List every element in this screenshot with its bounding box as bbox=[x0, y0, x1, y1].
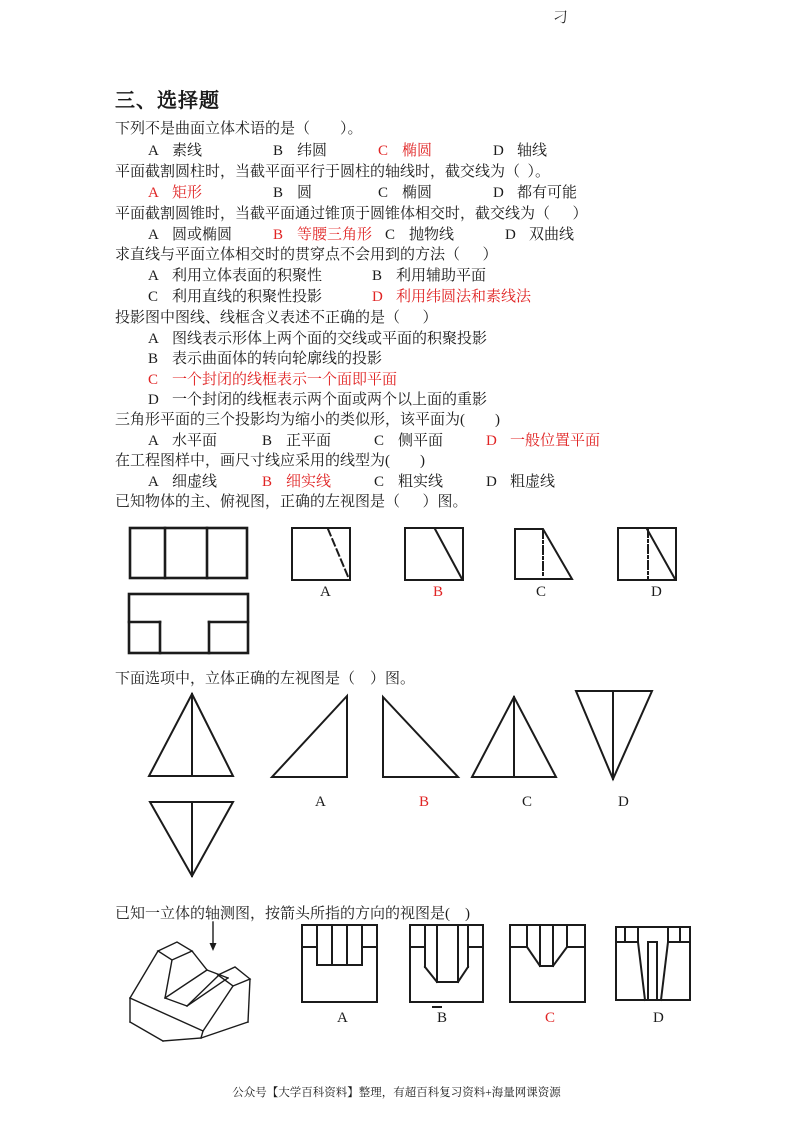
option-label: C bbox=[374, 474, 385, 490]
figure-option-label-d: D bbox=[618, 794, 629, 810]
figure-option-label-c: C bbox=[522, 794, 533, 810]
top-view-option-a bbox=[302, 925, 377, 1002]
option-text: 图线表示形体上两个面的交线或平面的积聚投影 bbox=[172, 331, 488, 347]
option-label: B bbox=[148, 351, 159, 367]
option-label: D bbox=[486, 474, 497, 490]
option-label: D bbox=[486, 433, 497, 449]
option-text: 圆 bbox=[297, 185, 313, 201]
question-stem: 下面选项中，立体正确的左视图是（ ）图。 bbox=[115, 671, 416, 687]
option-text: 轴线 bbox=[517, 143, 548, 159]
option-label: B bbox=[262, 474, 273, 490]
option-text: 抛物线 bbox=[409, 227, 455, 243]
option-label: A bbox=[148, 143, 159, 159]
option-text: 椭圆 bbox=[402, 143, 433, 159]
option-label: B bbox=[262, 433, 273, 449]
option-label: A bbox=[148, 268, 159, 284]
option-label: D bbox=[493, 185, 504, 201]
top-view-option-d bbox=[616, 927, 690, 1000]
option-label: C bbox=[378, 143, 389, 159]
option-text: 粗实线 bbox=[398, 474, 444, 490]
view-direction-arrow bbox=[210, 922, 217, 951]
option-text: 椭圆 bbox=[402, 185, 433, 201]
option-text: 等腰三角形 bbox=[297, 227, 373, 243]
option-text: 素线 bbox=[172, 143, 203, 159]
figure-option-label-d: D bbox=[653, 1010, 664, 1026]
figure-option-label-c: C bbox=[536, 584, 547, 600]
option-text: 粗虚线 bbox=[510, 474, 556, 490]
option-text: 细实线 bbox=[286, 474, 332, 490]
option-text: 利用纬圆法和素线法 bbox=[396, 289, 532, 305]
figure-option-label-a: A bbox=[320, 584, 331, 600]
option-text: 双曲线 bbox=[529, 227, 575, 243]
question-stem: 求直线与平面立体相交时的贯穿点不会用到的方法（ ） bbox=[115, 247, 498, 263]
option-text: 矩形 bbox=[172, 185, 203, 201]
option-text: 一般位置平面 bbox=[510, 433, 601, 449]
option-label: B bbox=[273, 185, 284, 201]
figure-option-label-d: D bbox=[651, 584, 662, 600]
option-text: 一个封闭的线框表示两个面或两个以上面的重影 bbox=[172, 392, 488, 408]
option-text: 圆或椭圆 bbox=[172, 227, 233, 243]
question-stem: 投影图中图线、线框含义表述不正确的是（ ） bbox=[115, 310, 438, 326]
figure-option-label-a: A bbox=[315, 794, 326, 810]
question-stem: 下列不是曲面立体术语的是（ ）。 bbox=[115, 121, 363, 137]
question-stem: 在工程图样中，画尺寸线应采用的线型为( ) bbox=[115, 453, 425, 469]
option-text: 利用立体表面的积聚性 bbox=[172, 268, 323, 284]
figure-option-label-c-answer: C bbox=[545, 1010, 556, 1026]
option-label: D bbox=[372, 289, 383, 305]
option-label: D bbox=[505, 227, 516, 243]
option-text: 侧平面 bbox=[398, 433, 444, 449]
option-label: D bbox=[493, 143, 504, 159]
option-label: A bbox=[148, 227, 159, 243]
option-label: B bbox=[372, 268, 383, 284]
option-text: 正平面 bbox=[286, 433, 332, 449]
question-stem: 已知一立体的轴测图，按箭头所指的方向的视图是( ) bbox=[115, 906, 470, 922]
question-stem: 三角形平面的三个投影均为缩小的类似形，该平面为( ) bbox=[115, 412, 500, 428]
figure-option-label-b: B bbox=[437, 1010, 448, 1026]
option-text: 都有可能 bbox=[517, 185, 578, 201]
option-label: C bbox=[378, 185, 389, 201]
option-label: D bbox=[148, 392, 159, 408]
top-view-option-c bbox=[510, 925, 585, 1002]
option-label: C bbox=[385, 227, 396, 243]
stray-scan-mark: 刁 bbox=[553, 10, 569, 26]
option-text: 利用辅助平面 bbox=[396, 268, 487, 284]
option-text: 水平面 bbox=[172, 433, 218, 449]
option-label: A bbox=[148, 331, 159, 347]
option-text: 表示曲面体的转向轮廓线的投影 bbox=[172, 351, 383, 367]
page-footer: 公众号【大学百科资料】整理，有超百科复习资料+海量网课资源 bbox=[232, 1087, 561, 1099]
top-view-option-b bbox=[410, 925, 483, 1007]
option-text: 细虚线 bbox=[172, 474, 218, 490]
question-stem: 平面截割圆锥时，当截平面通过锥顶于圆锥体相交时，截交线为（ ） bbox=[115, 206, 588, 222]
option-text: 纬圆 bbox=[297, 143, 328, 159]
option-label: A bbox=[148, 433, 159, 449]
option-label: A bbox=[148, 474, 159, 490]
option-label: C bbox=[148, 289, 159, 305]
option-text: 利用直线的积聚性投影 bbox=[172, 289, 323, 305]
option-label: A bbox=[148, 185, 159, 201]
option-label: C bbox=[148, 372, 159, 388]
option-label: B bbox=[273, 227, 284, 243]
figure-option-label-a: A bbox=[337, 1010, 348, 1026]
section-title: 三、选择题 bbox=[115, 90, 220, 112]
figure-option-label-b-answer: B bbox=[433, 584, 444, 600]
question-stem: 平面截割圆柱时，当截平面平行于圆柱的轴线时，截交线为（ ）。 bbox=[115, 164, 551, 180]
figure-option-label-b-answer: B bbox=[419, 794, 430, 810]
option-label: B bbox=[273, 143, 284, 159]
axonometric-v-block bbox=[130, 942, 250, 1041]
option-text: 一个封闭的线框表示一个面即平面 bbox=[172, 372, 398, 388]
question-stem: 已知物体的主、俯视图，正确的左视图是（ ）图。 bbox=[115, 494, 468, 510]
option-label: C bbox=[374, 433, 385, 449]
